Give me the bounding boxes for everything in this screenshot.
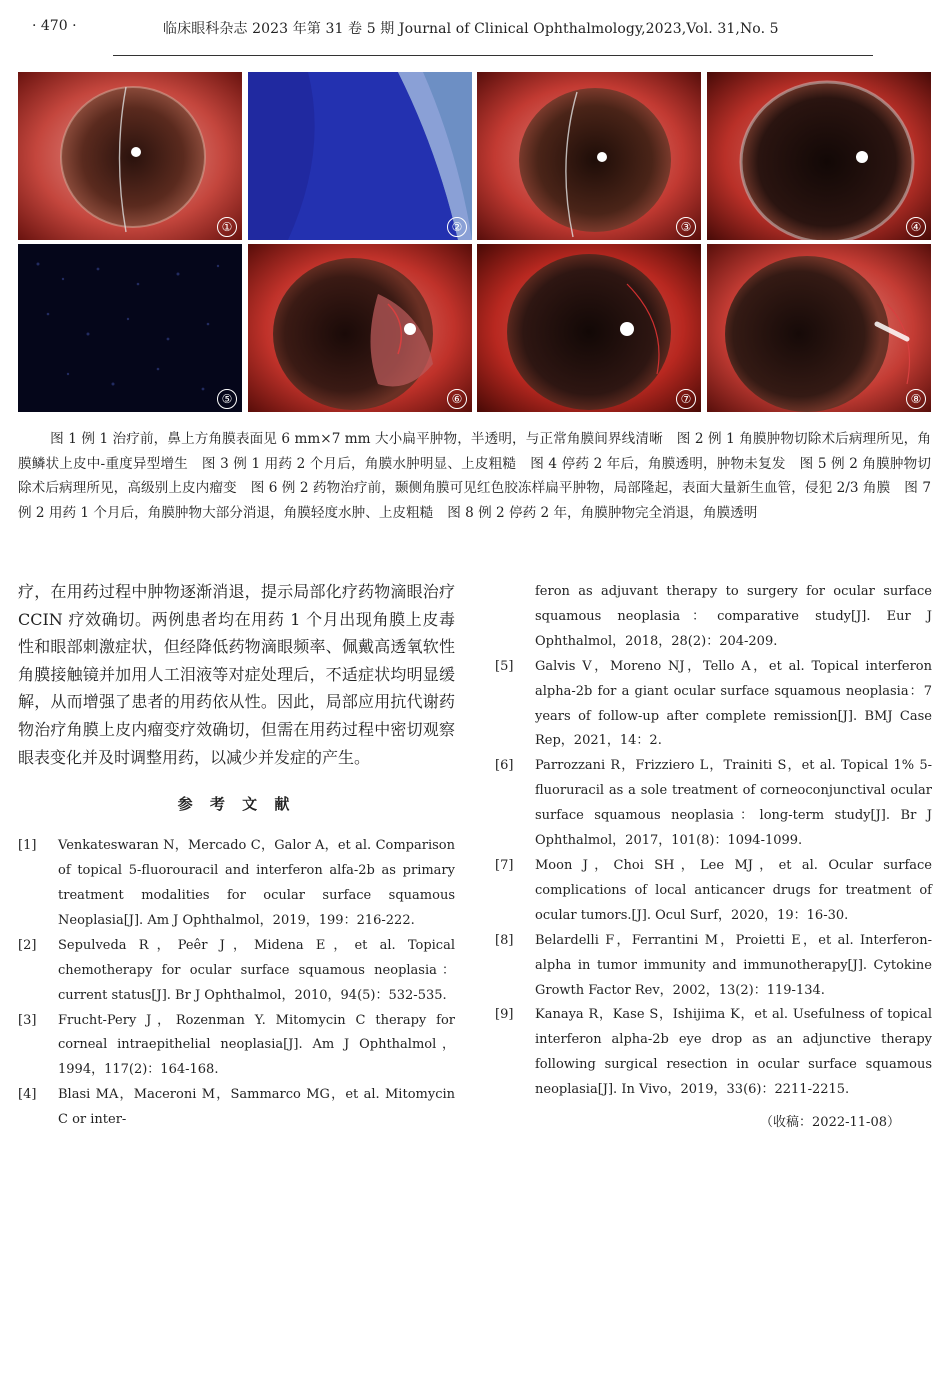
reference-item [495, 929, 932, 1004]
received-date: （收稿：2022-11-08） [760, 1115, 900, 1131]
figure-panel-5 [18, 244, 242, 412]
caption-item: 图 4 停药 2 年后，角膜透明，肿物未复发 [530, 455, 786, 472]
page-header [0, 18, 950, 42]
caption-item: 图 5 例 2 角膜肿物切除术后病理所见，高级别上皮内瘤变 [18, 455, 931, 496]
figure-panel-2 [248, 72, 472, 240]
page-number: · 470 · [32, 18, 77, 34]
reference-text: Frucht-Pery J，Rozenman Y. Mitomycin C therapy for corneal intraepithelial neoplasia[J]. Am J Ophthalmol，1994，117(2)：164-168. [58, 1012, 455, 1078]
reference-number: [3] [18, 1012, 37, 1028]
reference-item [18, 834, 455, 934]
reference-item [18, 1009, 455, 1084]
reference-text: Parrozzani R，Frizziero L，Trainiti S，et al. Topical 1% 5-fluoruracil as a sole treatment of corneoconjunctival ocular surface squamous neoplasia：long-term study[J]. Br J Ophthalmol，2017，101(8)：1094-1099. [535, 758, 932, 849]
reference-text: Kanaya R，Kase S，Ishijima K，et al. Usefulness of topical interferon alpha-2b eye drop as an adjunctive therapy following surgical resection in ocular surface squamous neoplasia[J]. In Vivo，2019，33(6)：2211-2215. [535, 1007, 932, 1098]
reference-number: [7] [495, 857, 514, 873]
histology-photo [18, 244, 242, 412]
reference-text: Belardelli F，Ferrantini M，Proietti E，et al. Interferon-alpha in tumor immunity and immunotherapy[J]. Cytokine Growth Factor Rev，2002，13(2)：119-134. [535, 932, 932, 998]
reference-number: [8] [495, 932, 514, 948]
reference-text: Venkateswaran N，Mercado C，Galor A，et al. Comparison of topical 5-fluorouracil and interferon alfa-2b as primary treatment modalities for ocular surface squamous Neoplasia[J]. Am J Ophthalmol，2019，199：216-222. [58, 838, 455, 928]
right-column [495, 580, 932, 1130]
histology-photo [248, 72, 472, 240]
reference-item [495, 854, 932, 929]
caption-item: 图 8 例 2 停药 2 年，角膜肿物完全消退，角膜透明 [447, 504, 758, 521]
reference-item [495, 655, 932, 755]
eye-photo [477, 244, 701, 412]
reference-text: Galvis V，Moreno NJ，Tello A，et al. Topical interferon alpha-2b for a giant ocular surface squamous neoplasia：7 years of follow-up after complete remission[J]. BMJ Case Rep，2021，14：2. [535, 658, 932, 749]
figure-panel-8 [707, 244, 931, 412]
eye-photo [707, 244, 931, 412]
reference-number: [2] [18, 937, 37, 953]
panel-number: ⑥ [447, 389, 467, 409]
caption-item: 图 3 例 1 用药 2 个月后，角膜水肿明显、上皮粗糙 [201, 455, 517, 472]
figure-panel-1 [18, 72, 242, 240]
figure-panel-7 [477, 244, 701, 412]
reference-item [18, 934, 455, 1009]
reference-item [495, 754, 932, 854]
panel-number: ① [217, 217, 237, 237]
reference-text: Sepulveda R，Peêr J，Midena E，et al. Topical chemotherapy for ocular surface squamous neoplasia：current status[J]. Br J Ophthalmol，2010，94(5)：532-535. [58, 937, 455, 1003]
panel-number: ④ [906, 217, 926, 237]
references-title: 参 考 文 献 [177, 795, 296, 814]
panel-number: ⑤ [217, 389, 237, 409]
eye-photo [477, 72, 701, 240]
reference-text: Blasi MA，Maceroni M，Sammarco MG，et al. Mitomycin C or inter- [58, 1087, 455, 1128]
reference-text: Moon J，Choi SH，Lee MJ，et al. Ocular surface complications of local anticancer drugs for treatment of ocular tumors.[J]. Ocul Surf，2020，19：16-30. [535, 857, 932, 923]
reference-continuation: feron as adjuvant therapy to surgery for ocular surface squamous neoplasia：comparative study[J]. Eur J Ophthalmol，2018，28(2)：204-209. [535, 584, 932, 649]
eye-photo [248, 244, 472, 412]
figure-caption [18, 427, 931, 525]
reference-number: [4] [18, 1087, 37, 1103]
caption-item: 图 2 例 1 角膜肿物切除术后病理所见，角膜鳞状上皮中-重度异型增生 [18, 431, 931, 472]
caption-item: 图 1 例 1 治疗前，鼻上方角膜表面见 6 mm×7 mm 大小扁平肿物，半透明，与正常角膜间界线清晰 [50, 431, 663, 447]
reference-number: [1] [18, 838, 37, 854]
reference-number: [9] [495, 1007, 514, 1023]
reference-item [18, 1083, 455, 1133]
body-paragraph: 疗，在用药过程中肿物逐渐消退，提示局部化疗药物滴眼治疗 CCIN 疗效确切。两例患者均在用药 1 个月出现角膜上皮毒性和眼部刺激症状，但经降低药物滴眼频率、佩戴高透氧软性角膜接触镜并加用人工泪液等对症处理后，不适症状均明显缓解，从而增强了患者的用药依从性。因此，局部应用抗代谢药物治疗角膜上皮内瘤变疗效确切，但需在用药过程中密切观察眼表变化并及时调整用药，以减少并发症的产生。 [18, 582, 455, 767]
eye-photo [707, 72, 931, 240]
journal-title: 临床眼科杂志 2023 年第 31 卷 5 期 Journal of Clinical Ophthalmology,2023,Vol. 31,No. 5 [163, 21, 779, 37]
panel-number: ③ [676, 217, 696, 237]
left-column [18, 578, 455, 1133]
caption-item: 图 7 例 2 用药 1 个月后，角膜肿物大部分消退，角膜轻度水肿、上皮粗糙 [18, 480, 931, 521]
figure-grid [18, 72, 933, 412]
eye-photo [18, 72, 242, 240]
reference-item [495, 1003, 932, 1103]
caption-item: 图 6 例 2 药物治疗前，颞侧角膜可见红色胶冻样扁平肿物，局部隆起，表面大量新生血管，侵犯 2/3 角膜 [250, 480, 891, 496]
reference-number: [5] [495, 658, 514, 674]
figure-panel-6 [248, 244, 472, 412]
header-rule [113, 55, 873, 56]
figure-panel-3 [477, 72, 701, 240]
panel-number: ⑧ [906, 389, 926, 409]
figure-panel-4 [707, 72, 931, 240]
panel-number: ② [447, 217, 467, 237]
reference-number: [6] [495, 758, 514, 774]
panel-number: ⑦ [676, 389, 696, 409]
